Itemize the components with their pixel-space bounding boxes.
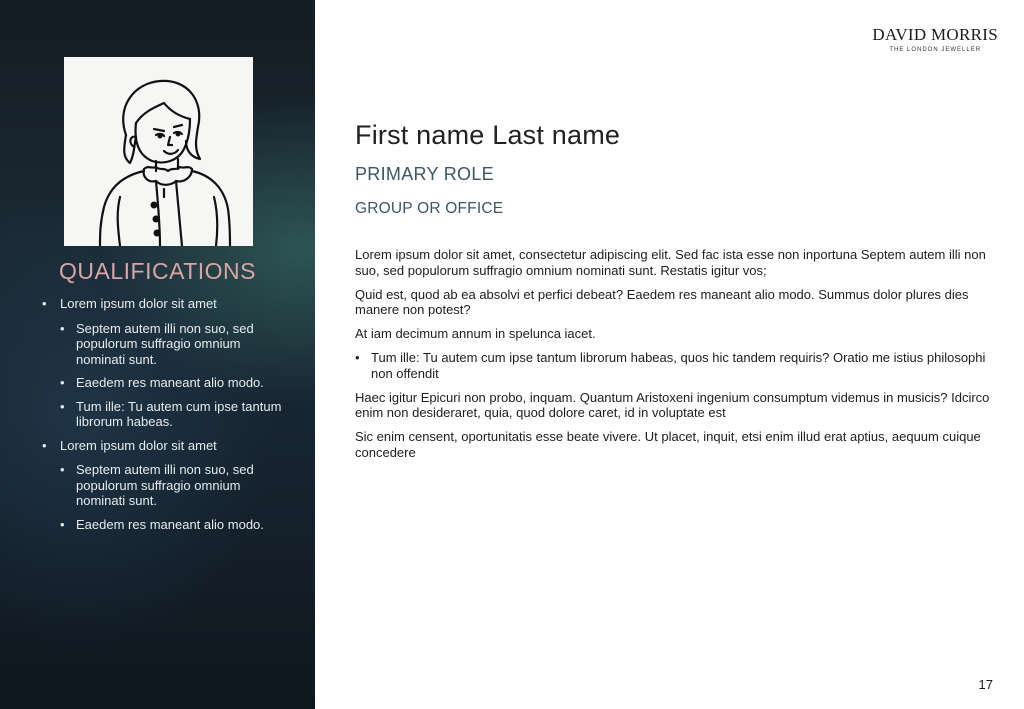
bio-paragraph: Sic enim censent, oportunitatis esse beate vivere. Ut placet, inquit, etsi enim illud erat aptius, aequum cuique concedere [355,429,981,460]
qualification-label: Lorem ipsum dolor sit amet [60,437,217,453]
qualifications-title: QUALIFICATIONS [59,258,256,284]
qualification-subitem: • Eaedem res maneant alio modo. [60,517,282,533]
bio-paragraph: Lorem ipsum dolor sit amet, consectetur adipiscing elit. Sed fac ista esse non inportuna Septem autem illi non suo, sed populorum suffragio omnium nominati sunt. Restatis igitur vos; [355,247,986,278]
bio-body [355,247,995,469]
qualification-item [42,296,282,430]
profile-portrait [64,57,253,246]
qualification-subitem: • Tum ille: Tu autem cum ipse tantum librorum habeas. [60,399,282,430]
qualification-subitem: • Eaedem res maneant alio modo. [60,375,282,391]
qualification-item [42,438,282,533]
brand-name: DAVID MORRIS [872,25,998,44]
bio-bullet: • Tum ille: Tu autem cum ipse tantum librorum habeas, quos hic tandem requiris? Oratio me istius philosophi non offendit [355,350,995,382]
qualification-sublist [60,321,282,430]
brand-logo [872,25,998,53]
bio-paragraph: Quid est, quod ab ea absolvi et perfici debeat? Eaedem res maneant alio modo. Summus dolor plures dies manere non potest? [355,286,969,318]
qualification-subitem: • Septem autem illi non suo, sed populorum suffragio omnium nominati sunt. [60,321,282,368]
brand-tagline: THE LONDON JEWELLER [889,47,982,53]
qualification-label: Lorem ipsum dolor sit amet [60,296,217,311]
bio-paragraph: At iam decimum annum in spelunca iacet. [355,326,596,342]
profile-name: First name Last name [355,120,621,150]
page-number: 17 [978,677,993,692]
person-illustration-icon [64,57,253,246]
qualification-subitem: • Septem autem illi non suo, sed populorum suffragio omnium nominati sunt. [60,462,282,509]
bio-bullet-list [355,350,995,382]
qualifications-list [42,296,282,540]
profile-role: PRIMARY ROLE [355,164,494,184]
bio-paragraph: Haec igitur Epicuri non probo, inquam. Quantum Aristoxeni ingenium consumptum videmus in musicis? Idcirco enim non desideraret, quia, quod dolore caret, id in voluptate est [355,389,990,421]
profile-group: GROUP OR OFFICE [355,200,504,217]
sidebar-panel [0,0,315,709]
qualification-sublist [60,462,282,532]
